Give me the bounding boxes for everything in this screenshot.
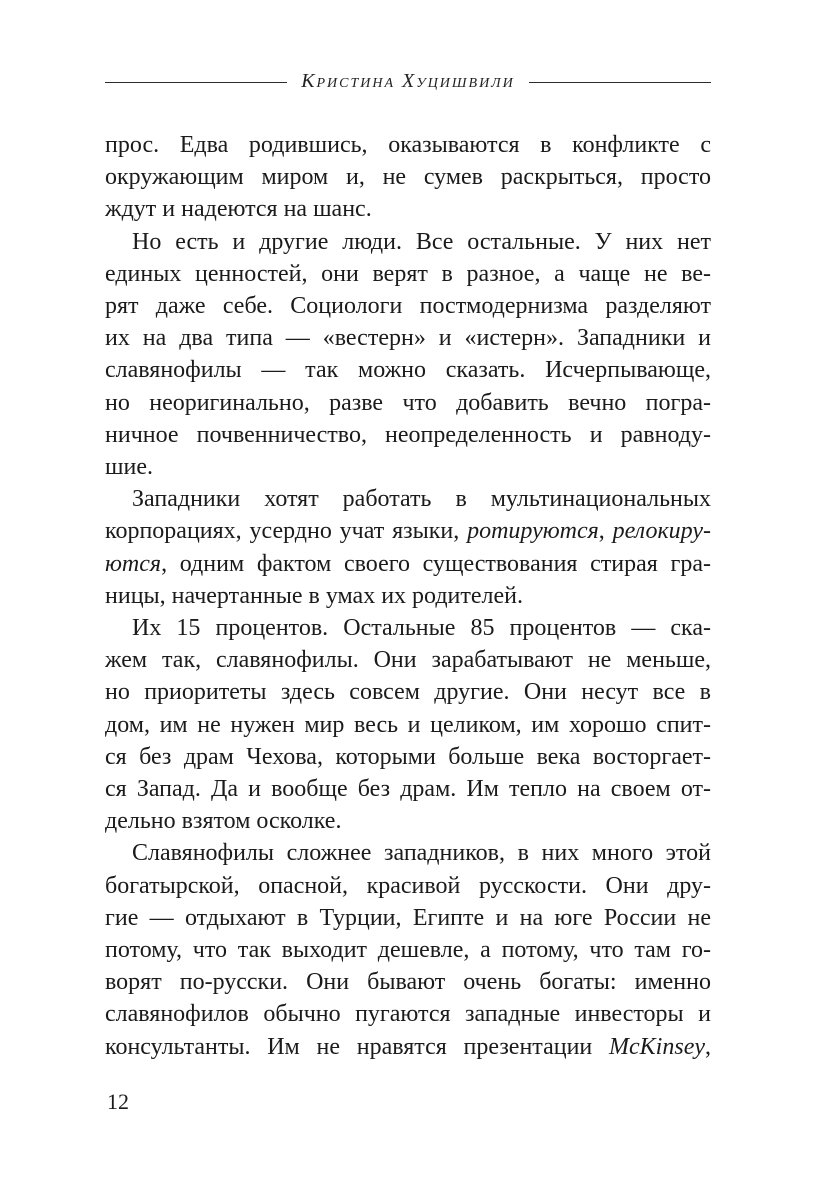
page-number: 12 bbox=[107, 1089, 129, 1114]
body-text: Западники хотят работать в мультинациональных bbox=[132, 486, 711, 513]
text-line bbox=[105, 676, 711, 708]
text-line bbox=[105, 483, 711, 515]
text-line bbox=[105, 193, 711, 225]
body-text: гие — отдыхают в Турции, Египте и на юге России не bbox=[105, 904, 711, 931]
text-line bbox=[105, 741, 711, 773]
body-text: Но есть и другие люди. Все остальные. У них нет bbox=[132, 228, 711, 255]
text-line bbox=[105, 966, 711, 998]
text-line bbox=[105, 709, 711, 741]
body-text: ницы, начертанные в умах их родителей. bbox=[105, 582, 524, 609]
text-line bbox=[105, 934, 711, 966]
body-text: , одним фактом своего существования стирая гра- bbox=[161, 550, 711, 577]
text-line bbox=[105, 548, 711, 580]
body-text: , bbox=[598, 518, 613, 545]
body-text: их на два типа — «вестерн» и «истерн». Западники и bbox=[105, 325, 711, 352]
body-text: консультанты. Им не нравятся презентации bbox=[105, 1033, 610, 1060]
text-line bbox=[105, 387, 711, 419]
body-text: жем так, славянофилы. Они зарабатывают не меньше, bbox=[105, 647, 711, 674]
body-text: дельно взятом осколке. bbox=[105, 808, 342, 835]
paragraph bbox=[105, 483, 711, 612]
text-line bbox=[105, 290, 711, 322]
body-text: но неоригинально, разве что добавить вечно погра- bbox=[105, 389, 711, 416]
text-line bbox=[105, 161, 711, 193]
text-line bbox=[105, 322, 711, 354]
text-line bbox=[105, 354, 711, 386]
text-line bbox=[105, 129, 711, 161]
italic-text: McKinsey bbox=[609, 1033, 705, 1060]
body-text: славянофилов обычно пугаются западные инвесторы и bbox=[105, 1001, 711, 1028]
header-rule-right bbox=[529, 82, 711, 83]
paragraph bbox=[105, 129, 711, 226]
text-line bbox=[105, 837, 711, 869]
body-text: единых ценностей, они верят в разное, а чаще не ве- bbox=[105, 260, 711, 287]
body-text: , bbox=[705, 1033, 711, 1060]
italic-text: ротируются bbox=[467, 518, 599, 545]
text-block bbox=[105, 129, 711, 1063]
text-line bbox=[105, 258, 711, 290]
text-line bbox=[105, 515, 711, 547]
body-text: Их 15 процентов. Остальные 85 процентов — ска- bbox=[132, 615, 711, 642]
body-text: ворят по-русски. Они бывают очень богаты: именно bbox=[105, 969, 711, 996]
text-line bbox=[105, 612, 711, 644]
text-line bbox=[105, 870, 711, 902]
paragraph bbox=[105, 612, 711, 837]
body-text: богатырской, опасной, красивой русскости. Они дру- bbox=[105, 872, 711, 899]
text-line bbox=[105, 773, 711, 805]
body-text: ся Запад. Да и вообще без драм. Им тепло на своем от- bbox=[105, 776, 711, 803]
italic-text: релокиру- bbox=[612, 518, 711, 545]
text-line bbox=[105, 1031, 711, 1063]
paragraph bbox=[105, 226, 711, 484]
body-text: дом, им не нужен мир весь и целиком, им хорошо спит- bbox=[105, 711, 711, 738]
body-text: Славянофилы сложнее западников, в них много этой bbox=[132, 840, 711, 867]
body-text: корпорациях, усердно учат языки, bbox=[105, 518, 468, 545]
header-author: Кристина Хуцишвили bbox=[301, 70, 515, 92]
paragraph bbox=[105, 837, 711, 1062]
body-text: ся без драм Чехова, которыми больше века восторгает- bbox=[105, 743, 711, 770]
text-line bbox=[105, 902, 711, 934]
text-line bbox=[105, 580, 711, 612]
text-line bbox=[105, 451, 711, 483]
body-text: прос. Едва родившись, оказываются в конфликте с bbox=[105, 132, 711, 158]
text-line bbox=[105, 805, 711, 837]
text-line bbox=[105, 998, 711, 1030]
body-text: ничное почвенничество, неопределенность и равноду- bbox=[105, 421, 711, 448]
body-text: потому, что так выходит дешевле, а потому, что там го- bbox=[105, 937, 711, 964]
body-text: окружающим миром и, не сумев раскрыться, просто bbox=[105, 164, 711, 191]
body-text: ждут и надеются на шанс. bbox=[105, 196, 372, 223]
text-line bbox=[105, 226, 711, 258]
italic-text: ются bbox=[105, 550, 162, 577]
running-header bbox=[105, 72, 711, 92]
text-line bbox=[105, 644, 711, 676]
body-text: славянофилы — так можно сказать. Исчерпывающе, bbox=[105, 357, 711, 384]
body-text: шие. bbox=[105, 454, 153, 481]
header-rule-left bbox=[105, 82, 287, 83]
text-line bbox=[105, 419, 711, 451]
body-text: рят даже себе. Социологи постмодернизма разделяют bbox=[105, 293, 711, 320]
body-text: но приоритеты здесь совсем другие. Они несут все в bbox=[105, 679, 711, 706]
